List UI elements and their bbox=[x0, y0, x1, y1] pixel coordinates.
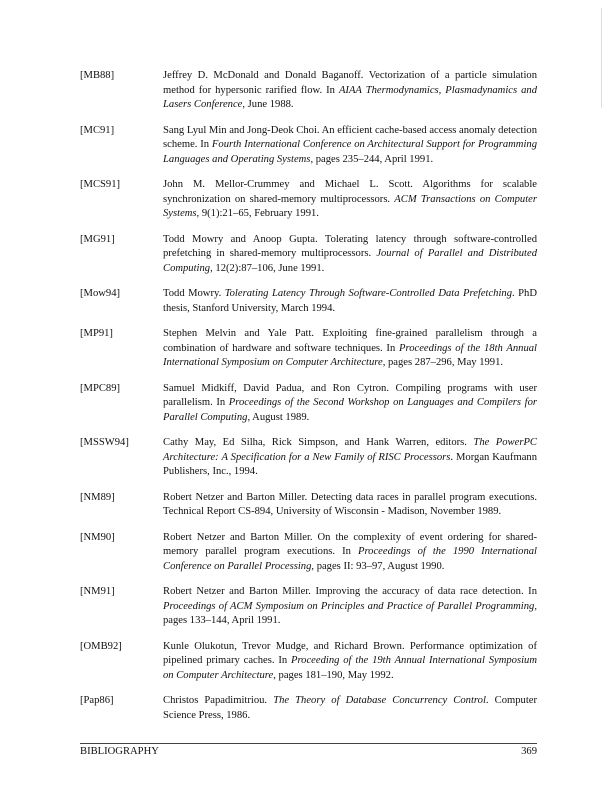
bibliography-list bbox=[80, 69, 537, 734]
citation-label: [Mow94] bbox=[80, 288, 121, 299]
footer-section-title: BIBLIOGRAPHY bbox=[80, 746, 159, 757]
bibliography-entry bbox=[80, 178, 537, 222]
citation-segment: , June 1988. bbox=[242, 99, 294, 110]
citation-label: [MP91] bbox=[80, 328, 113, 339]
citation-segment: Robert Netzer and Barton Miller. Improving the accuracy of data race detection. In bbox=[163, 586, 537, 597]
citation-text bbox=[163, 436, 537, 480]
citation-segment: . PhD thesis, Stanford University, March 1994. bbox=[163, 288, 537, 314]
page-footer bbox=[80, 746, 537, 757]
citation-segment: Stephen Melvin and Yale Patt. Exploiting fine-grained parallelism through a combination of hardware and software techniques. In bbox=[163, 328, 537, 354]
citation-label: [MSSW94] bbox=[80, 437, 129, 448]
citation-title-italic: ACM Transactions on Computer Systems bbox=[163, 193, 537, 219]
citation-text bbox=[163, 491, 537, 520]
citation-segment: , 12(2):87–106, June 1991. bbox=[210, 262, 325, 274]
citation-title-italic: Proceedings of ACM Symposium on Principles and Practice of Parallel Programming bbox=[163, 600, 535, 612]
bibliography-entry bbox=[80, 694, 537, 723]
citation-label: [MCS91] bbox=[80, 179, 121, 190]
citation-segment: Kunle Olukotun, Trevor Mudge, and Richard Brown. Performance optimization of pipelined primary caches. In bbox=[163, 640, 537, 666]
citation-text bbox=[163, 233, 537, 277]
citation-label: [NM91] bbox=[80, 586, 115, 597]
citation-text bbox=[163, 382, 537, 426]
citation-title-italic: The PowerPC Architecture: A Specification for a New Family of RISC Processors bbox=[163, 437, 537, 463]
citation-segment: , pages 181–190, May 1992. bbox=[273, 669, 394, 681]
citation-label: [Pap86] bbox=[80, 695, 114, 706]
citation-title-italic: The Theory of Database Concurrency Control bbox=[273, 695, 486, 706]
citation-segment: , pages 133–144, April 1991. bbox=[163, 600, 537, 626]
page-number: 369 bbox=[521, 746, 537, 757]
citation-label: [NM90] bbox=[80, 531, 115, 543]
citation-label: [NM89] bbox=[80, 491, 115, 503]
footer-divider bbox=[80, 743, 537, 744]
citation-segment: , pages II: 93–97, August 1990. bbox=[311, 560, 445, 572]
citation-text bbox=[163, 124, 537, 168]
bibliography-entry bbox=[80, 531, 537, 575]
bibliography-entry bbox=[80, 327, 537, 371]
citation-title-italic: Journal of Parallel and Distributed Computing bbox=[163, 248, 537, 274]
citation-text bbox=[163, 640, 537, 684]
citation-segment: Todd Mowry. bbox=[163, 288, 225, 299]
citation-title-italic: Tolerating Latency Through Software-Controlled Data Prefetching bbox=[224, 288, 513, 299]
bibliography-entry bbox=[80, 69, 537, 113]
bibliography-entry bbox=[80, 585, 537, 629]
citation-text bbox=[163, 531, 537, 575]
citation-title-italic: Proceedings of the 18th Annual International Symposium on Computer Architecture bbox=[163, 342, 537, 368]
bibliography-entry bbox=[80, 287, 537, 316]
citation-segment: John M. Mellor-Crummey and Michael L. Scott. Algorithms for scalable synchronization on shared-memory multiprocessors. bbox=[163, 179, 537, 205]
citation-segment: Samuel Midkiff, David Padua, and Ron Cytron. Compiling programs with user parallelism. In bbox=[163, 382, 537, 408]
bibliography-entry bbox=[80, 382, 537, 426]
citation-title-italic: Fourth International Conference on Architectural Support for Programming Languages and Operating Systems bbox=[163, 139, 537, 165]
citation-label: [MC91] bbox=[80, 124, 115, 136]
citation-segment: Sang Lyul Min and Jong-Deok Choi. An efficient cache-based access anomaly detection scheme. In bbox=[163, 124, 538, 150]
bibliography-entry bbox=[80, 640, 537, 684]
citation-segment: Robert Netzer and Barton Miller. On the complexity of event ordering for shared-memory parallel program executions. In bbox=[163, 531, 537, 557]
citation-segment: Robert Netzer and Barton Miller. Detecting data races in parallel program executions. Technical Report CS-894, University of Wisconsin - Madison, November 1989. bbox=[163, 491, 537, 517]
bibliography-entry bbox=[80, 436, 537, 480]
citation-text bbox=[163, 694, 537, 723]
bibliography-entry bbox=[80, 124, 537, 168]
citation-segment: Cathy May, Ed Silha, Rick Simpson, and Hank Warren, editors. bbox=[163, 437, 474, 448]
citation-label: [OMB92] bbox=[80, 640, 122, 652]
citation-title-italic: Proceedings of the Second Workshop on Languages and Compilers for Parallel Computing bbox=[163, 397, 537, 423]
citation-text bbox=[163, 178, 537, 222]
bibliography-entry bbox=[80, 491, 537, 520]
margin-mark bbox=[601, 8, 602, 108]
citation-segment: Todd Mowry and Anoop Gupta. Tolerating latency through software-controlled prefetching in shared-memory multiprocessors. bbox=[163, 233, 537, 259]
citation-segment: . Morgan Kaufmann Publishers, Inc., 1994. bbox=[163, 451, 537, 477]
citation-segment: . Computer Science Press, 1986. bbox=[163, 695, 538, 721]
citation-segment: Jeffrey D. McDonald and Donald Baganoff. Vectorization of a particle simulation method for hypersonic rarified flow. In bbox=[163, 70, 537, 96]
citation-text bbox=[163, 327, 537, 371]
citation-segment: , 9(1):21–65, February 1991. bbox=[196, 208, 319, 219]
citation-title-italic: Proceeding of the 19th Annual International Symposium on Computer Architecture bbox=[163, 655, 537, 681]
citation-label: [MG91] bbox=[80, 233, 115, 245]
citation-segment: , pages 287–296, May 1991. bbox=[382, 357, 504, 368]
citation-segment: , August 1989. bbox=[247, 411, 310, 423]
citation-segment: , pages 235–244, April 1991. bbox=[310, 153, 434, 165]
citation-text bbox=[163, 287, 537, 316]
bibliography-entry bbox=[80, 233, 537, 277]
citation-label: [MB88] bbox=[80, 70, 115, 81]
citation-title-italic: AIAA Thermodynamics, Plasmadynamics and Lasers Conference bbox=[163, 84, 537, 110]
citation-title-italic: Proceedings of the 1990 International Conference on Parallel Processing bbox=[163, 546, 537, 572]
citation-text bbox=[163, 69, 537, 113]
citation-segment: Christos Papadimitriou. bbox=[163, 695, 274, 706]
citation-text bbox=[163, 585, 537, 629]
citation-label: [MPC89] bbox=[80, 382, 121, 394]
